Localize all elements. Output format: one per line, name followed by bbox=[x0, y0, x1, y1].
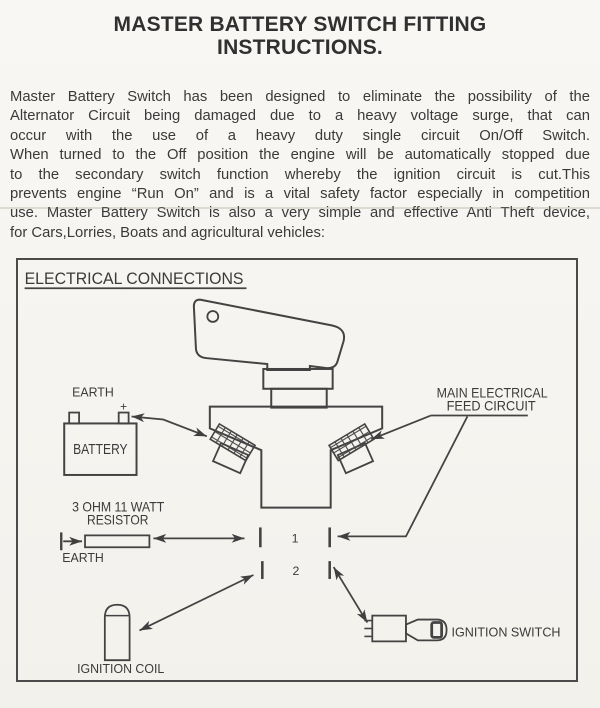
battery-post-negative bbox=[69, 413, 79, 424]
switch-lever bbox=[194, 300, 344, 370]
battery-earth-label: EARTH bbox=[72, 384, 114, 400]
ignition-coil-label: IGNITION COIL bbox=[77, 661, 165, 677]
resistor-label-line2: RESISTOR bbox=[87, 512, 149, 528]
wiring-diagram-svg bbox=[18, 260, 576, 680]
feed-label-line1: MAIN ELECTRICAL bbox=[436, 385, 548, 401]
intro-line: Master Battery Switch has been designed to eliminate the possibility of the bbox=[10, 89, 590, 105]
page-title-line2: INSTRUCTIONS. bbox=[217, 36, 383, 59]
resistor-box bbox=[85, 535, 149, 547]
terminal-1-number: 1 bbox=[291, 531, 299, 546]
intro-line: occur with the use of a heavy duty single circuit On/Off Switch. bbox=[10, 127, 590, 144]
intro-line: for Cars,Lorries, Boats and agricultural vehicles: bbox=[10, 224, 325, 241]
page-title-line1: MASTER BATTERY SWITCH FITTING bbox=[113, 13, 487, 36]
ignition-switch-body bbox=[372, 616, 406, 642]
electrical-connections-diagram bbox=[16, 258, 578, 682]
intro-line: use. Master Battery Switch is also a very simple and effective Anti Theft device, bbox=[10, 205, 590, 222]
intro-line: prevents engine “Run On” and is a vital safety factor especially in competition bbox=[10, 186, 590, 203]
arrow-coil-to-terminal-2 bbox=[140, 575, 254, 630]
intro-paragraph bbox=[10, 88, 590, 243]
switch-body bbox=[210, 407, 382, 508]
left-terminal-stud bbox=[210, 424, 255, 461]
page-title bbox=[0, 13, 600, 59]
diagram-heading: ELECTRICAL CONNECTIONS bbox=[24, 268, 244, 288]
right-terminal-stud bbox=[329, 424, 374, 461]
lever-hole-icon bbox=[207, 311, 218, 322]
resistor-earth-label: EARTH bbox=[62, 550, 104, 566]
intro-line: to the secondary switch function whereby the ignition circuit is cut.This bbox=[10, 166, 590, 183]
feed-label-line2: FEED CIRCUIT bbox=[446, 398, 536, 414]
switch-stem bbox=[271, 389, 326, 408]
arrow-terminal-2-to-ignition-switch bbox=[334, 567, 368, 622]
arrow-battery-to-switch bbox=[132, 417, 207, 437]
ignition-coil bbox=[105, 605, 130, 660]
ignition-switch-key-slot bbox=[432, 623, 442, 638]
battery-label: BATTERY bbox=[73, 442, 128, 459]
battery-plus-sign: + bbox=[120, 399, 128, 414]
resistor-label-line1: 3 OHM 11 WATT bbox=[72, 499, 165, 515]
terminal-2-number: 2 bbox=[292, 564, 300, 578]
intro-line: Alternator Circuit being damaged due to a heavy voltage surge, that can bbox=[10, 108, 590, 125]
switch-collar bbox=[263, 369, 332, 389]
battery-post-positive bbox=[119, 413, 129, 424]
intro-line: When turned to the Off position the engine will be automatically stopped due bbox=[10, 147, 590, 164]
arrow-feed-to-right-stud bbox=[371, 416, 430, 440]
ignition-switch-label: IGNITION SWITCH bbox=[451, 624, 561, 640]
